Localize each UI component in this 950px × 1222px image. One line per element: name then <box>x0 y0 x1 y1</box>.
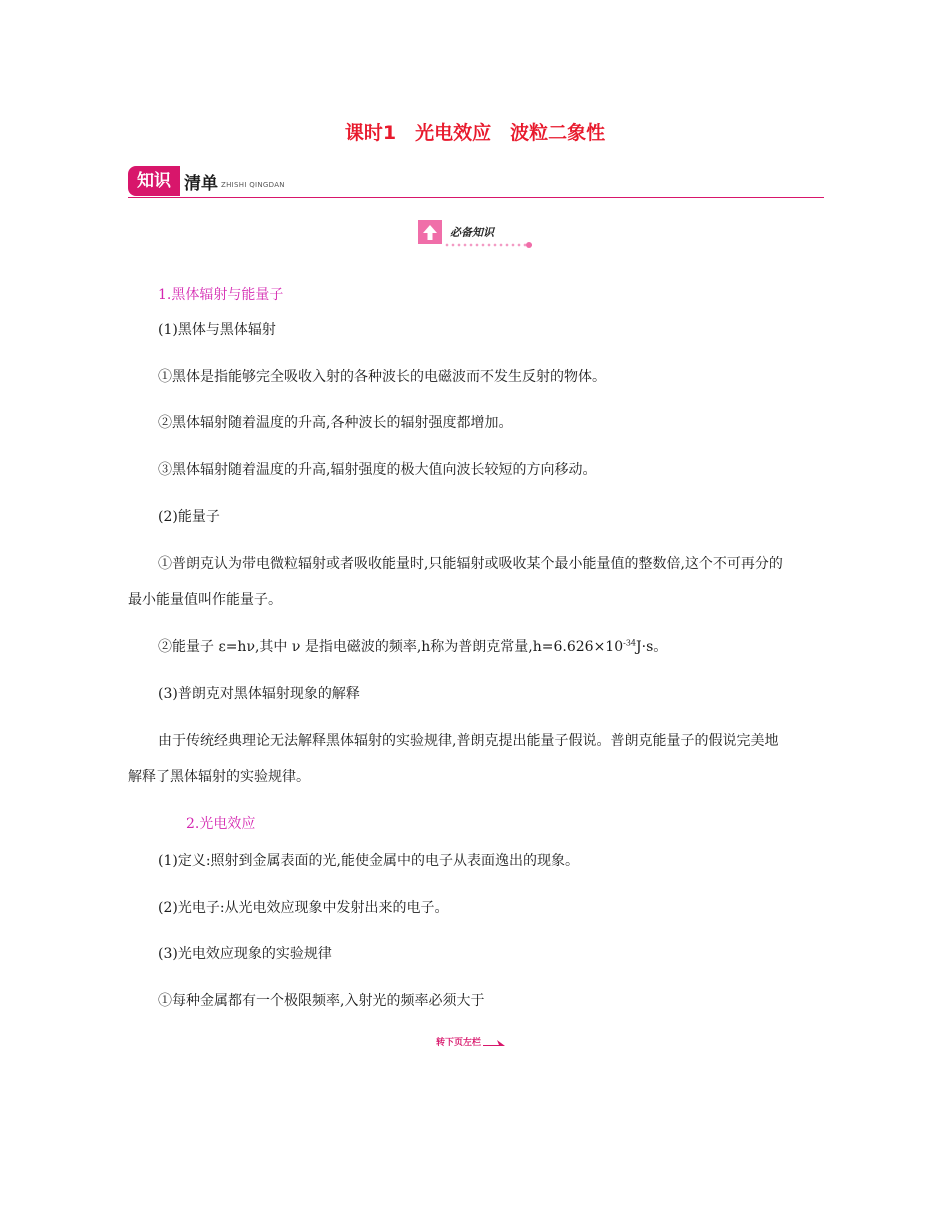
paragraph: ①黑体是指能够完全吸收入射的各种波长的电磁波而不发生反射的物体。 <box>158 369 606 385</box>
banner-label: 清单 <box>184 173 218 194</box>
subheading-laws: (3)光电效应现象的实验规律 <box>158 946 332 962</box>
badge-dot-end <box>526 242 532 248</box>
continue-next-page-link[interactable] <box>436 1035 505 1048</box>
badge-dots-decoration <box>444 243 532 247</box>
formula-text: ②能量子 ε=hν,其中 ν 是指电磁波的频率,h称为普朗克常量,h=6.626×10 <box>158 639 624 655</box>
banner-pinyin: ZHISHI QINGDAN <box>221 180 285 189</box>
paragraph: 由于传统经典理论无法解释黑体辐射的实验规律,普朗克提出能量子假说。普朗克能量子的假说完美地 <box>158 733 779 749</box>
right-arrow-icon <box>483 1037 505 1047</box>
section-badge <box>418 220 494 244</box>
formula-exponent: -34 <box>623 638 636 648</box>
subheading-explanation: (3)普朗克对黑体辐射现象的解释 <box>158 686 360 702</box>
subheading-quantum: (2)能量子 <box>158 509 220 525</box>
paragraph: ①普朗克认为带电微粒辐射或者吸收能量时,只能辐射或吸收某个最小能量值的整数倍,这个不可再分的 <box>158 556 783 572</box>
continue-label: 转下页左栏 <box>436 1038 482 1048</box>
banner-divider <box>128 197 824 198</box>
paragraph: (2)光电子:从光电效应现象中发射出来的电子。 <box>158 900 449 916</box>
heading-photoelectric: 2.光电效应 <box>186 816 256 832</box>
paragraph-continued: 最小能量值叫作能量子。 <box>128 592 282 608</box>
formula-paragraph <box>158 637 667 657</box>
paragraph: ③黑体辐射随着温度的升高,辐射强度的极大值向波长较短的方向移动。 <box>158 462 597 478</box>
paragraph: ①每种金属都有一个极限频率,入射光的频率必须大于 <box>158 993 485 1009</box>
up-arrow-icon <box>418 220 442 244</box>
paragraph-continued: 解释了黑体辐射的实验规律。 <box>128 769 310 785</box>
banner-tag <box>184 169 285 194</box>
section-badge-label: 必备知识 <box>450 226 494 239</box>
page-title: 课时1 光电效应 波粒二象性 <box>344 122 606 144</box>
paragraph: (1)定义:照射到金属表面的光,能使金属中的电子从表面逸出的现象。 <box>158 853 579 869</box>
paragraph: ②黑体辐射随着温度的升高,各种波长的辐射强度都增加。 <box>158 415 513 431</box>
formula-unit: J·s。 <box>636 639 668 655</box>
heading-blackbody: 1.黑体辐射与能量子 <box>158 287 284 303</box>
section-banner <box>128 165 285 197</box>
subheading-blackbody: (1)黑体与黑体辐射 <box>158 322 276 338</box>
banner-pill: 知识 <box>128 166 180 196</box>
